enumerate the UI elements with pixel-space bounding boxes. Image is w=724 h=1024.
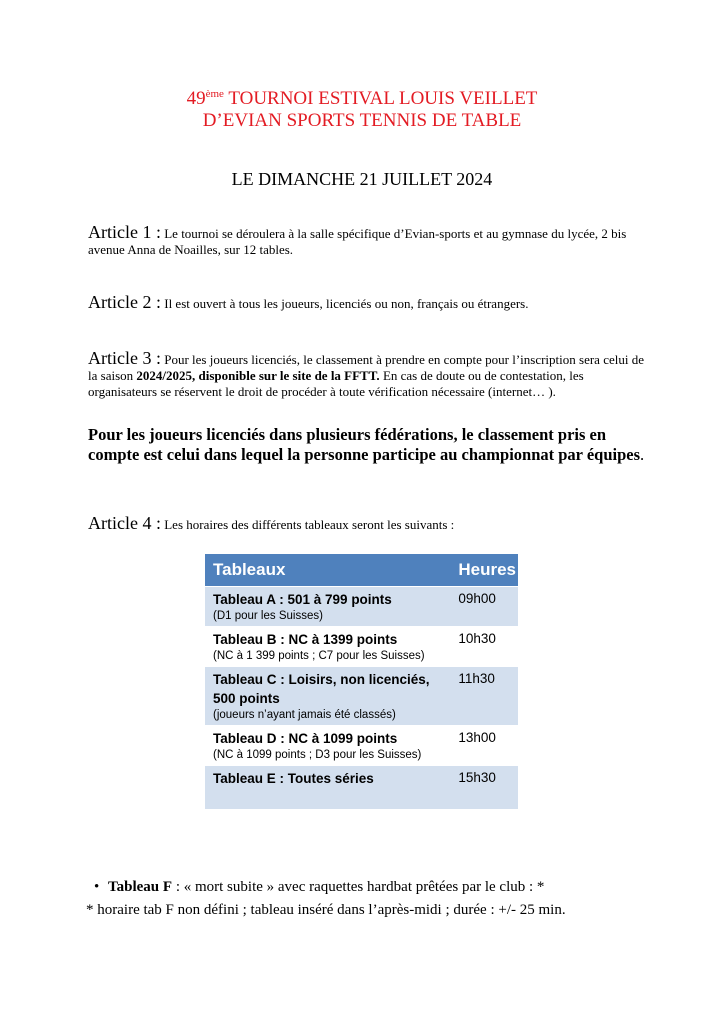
title-line-1 bbox=[0, 88, 724, 110]
tableau-f-item bbox=[94, 878, 668, 896]
event-date: LE DIMANCHE 21 JUILLET 2024 bbox=[231, 169, 493, 189]
article-3-text-bold: 2024/2025, disponible sur le site de la FFTT. bbox=[136, 368, 380, 383]
tableau-f-text: : « mort subite » avec raquettes hardbat prêtées par le club : * bbox=[172, 879, 545, 895]
row-a-name: Tableau A : 501 à 799 points bbox=[213, 592, 392, 607]
article-1-label: Article 1 : bbox=[88, 222, 161, 242]
row-e-time: 15h30 bbox=[450, 766, 518, 810]
row-b-time: 10h30 bbox=[450, 627, 518, 667]
tournament-number: 49 bbox=[186, 88, 206, 109]
row-e-desc bbox=[205, 766, 450, 810]
article-3-bold-paragraph bbox=[88, 425, 648, 465]
article-4-text: Les horaires des différents tableaux seront les suivants : bbox=[160, 517, 455, 532]
row-e-name: Tableau E : Toutes séries bbox=[213, 771, 374, 786]
article-3-text-start: Pour les joueurs licenciés, le classement à prendre en compte pour l’inscription sera celui de la saison bbox=[88, 352, 644, 383]
row-b-desc bbox=[205, 627, 450, 667]
article-3-bold-text: Pour les joueurs licenciés dans plusieurs fédérations, le classement pris en compte est celui dans lequel la personne participe au championnat par équipes bbox=[88, 425, 641, 464]
article-3-label: Article 3 : bbox=[88, 348, 161, 368]
table-row bbox=[205, 766, 518, 810]
row-a-desc bbox=[205, 587, 450, 627]
bullet-icon: • bbox=[94, 879, 100, 895]
tableau-f-label: Tableau F bbox=[108, 879, 173, 895]
article-3-bold-end: . bbox=[640, 445, 645, 464]
article-2-text: Il est ouvert à tous les joueurs, licenciés ou non, français ou étrangers. bbox=[160, 296, 529, 311]
row-c-name: Tableau C : Loisirs, non licenciés, 500 points bbox=[213, 672, 430, 706]
row-d-sub: (NC à 1099 points ; D3 pour les Suisses) bbox=[213, 749, 422, 761]
row-c-desc bbox=[205, 667, 450, 726]
tableau-f-note: * horaire tab F non défini ; tableau inséré dans l’après-midi ; durée : +/- 25 min. bbox=[86, 902, 566, 918]
schedule-header-row bbox=[205, 554, 518, 587]
article-3-text-end: En cas de doute ou de contestation, les organisateurs se réservent le droit de procéder à toute vérification nécessaire (internet… ). bbox=[88, 368, 584, 399]
table-row bbox=[205, 587, 518, 627]
tournament-number-suffix: ème bbox=[205, 88, 224, 100]
schedule-table bbox=[205, 554, 518, 809]
table-row bbox=[205, 726, 518, 766]
table-row bbox=[205, 627, 518, 667]
row-b-sub: (NC à 1 399 points ; C7 pour les Suisses) bbox=[213, 650, 425, 662]
row-d-name: Tableau D : NC à 1099 points bbox=[213, 731, 398, 746]
row-a-sub: (D1 pour les Suisses) bbox=[213, 610, 323, 622]
article-4-label: Article 4 : bbox=[88, 513, 161, 533]
article-4 bbox=[88, 515, 648, 533]
header-heures: Heures bbox=[450, 554, 518, 587]
title-line-2: D’EVIAN SPORTS TENNIS DE TABLE bbox=[202, 110, 522, 131]
header-tableaux: Tableaux bbox=[205, 554, 450, 587]
row-c-time: 11h30 bbox=[450, 667, 518, 726]
title-line-1-text: TOURNOI ESTIVAL LOUIS VEILLET bbox=[223, 88, 538, 109]
table-row bbox=[205, 667, 518, 726]
article-2-label: Article 2 : bbox=[88, 292, 161, 312]
article-1 bbox=[88, 224, 648, 258]
article-2 bbox=[88, 294, 648, 312]
row-b-name: Tableau B : NC à 1399 points bbox=[213, 632, 398, 647]
row-c-sub: (joueurs n’ayant jamais été classés) bbox=[213, 709, 396, 721]
row-a-time: 09h00 bbox=[450, 587, 518, 627]
row-d-desc bbox=[205, 726, 450, 766]
article-3 bbox=[88, 350, 648, 400]
row-d-time: 13h00 bbox=[450, 726, 518, 766]
article-1-text: Le tournoi se déroulera à la salle spécifique d’Evian-sports et au gymnase du lycée, 2 bis avenue Anna de Noailles, sur 12 tables. bbox=[88, 226, 627, 257]
